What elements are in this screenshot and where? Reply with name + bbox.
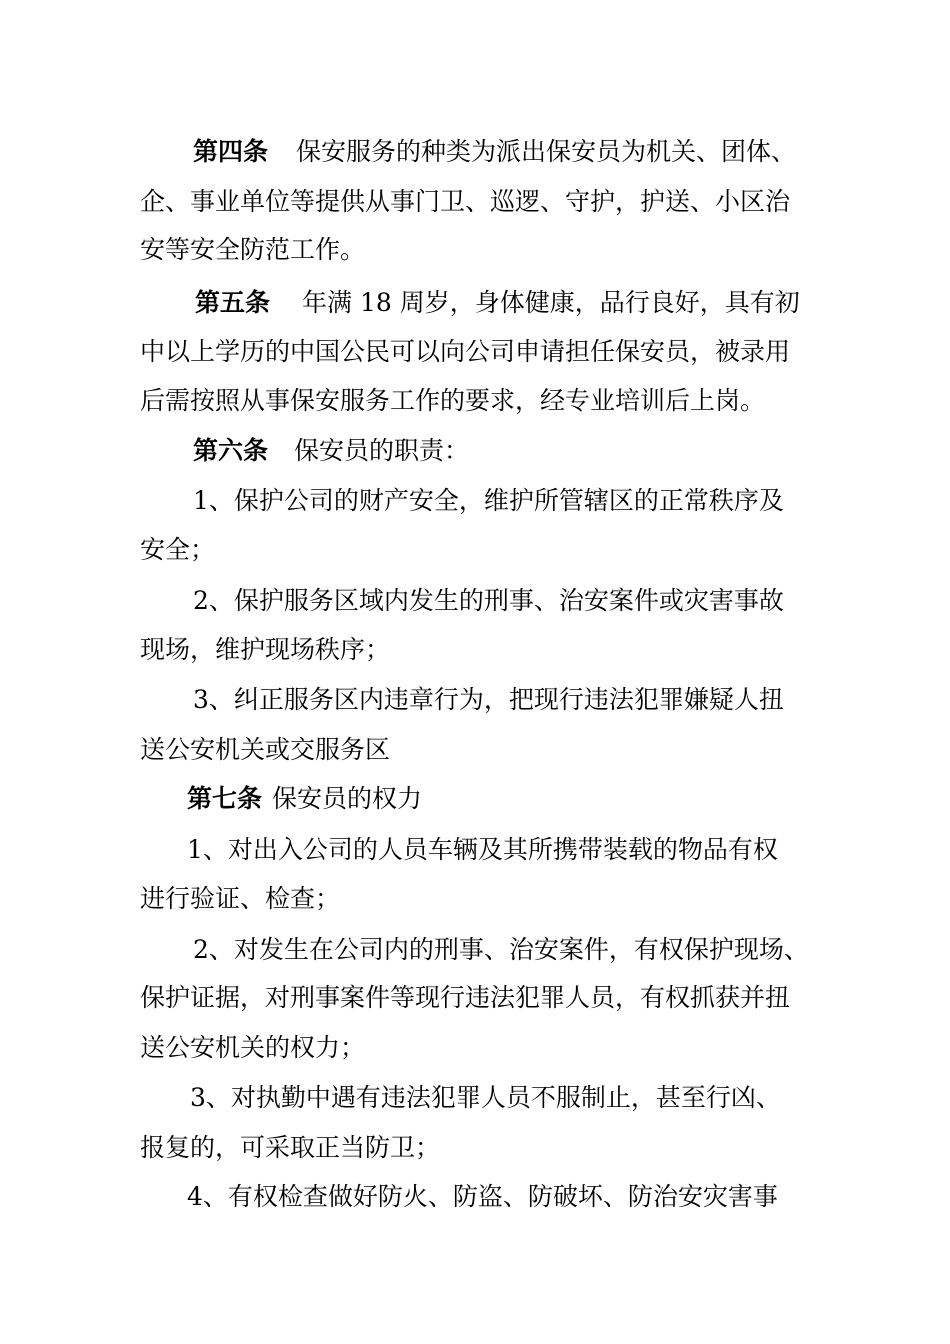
article-4-line-3: 安等安全防范工作。 bbox=[140, 235, 366, 264]
article-7-item-3-line-1: 3、对执勤中遇有违法犯罪人员不服制止，甚至行凶、 bbox=[190, 1083, 781, 1112]
article-4-heading: 第四条 bbox=[193, 137, 269, 166]
article-5-text-1: 年满 18 周岁，身体健康，品行良好，具有初 bbox=[302, 288, 800, 317]
article-6-line-1 bbox=[193, 431, 469, 471]
article-4-line-1 bbox=[193, 132, 796, 172]
article-6-heading: 第六条 bbox=[193, 436, 269, 465]
article-7-item-2-line-3: 送公安机关的权力； bbox=[140, 1033, 366, 1062]
article-6-text-1: 保安员的职责： bbox=[294, 436, 470, 465]
article-5-line-1 bbox=[195, 283, 800, 323]
article-5-heading: 第五条 bbox=[195, 288, 271, 317]
article-6-item-2-line-1: 2、保护服务区域内发生的刑事、治安案件或灾害事故 bbox=[193, 586, 784, 615]
article-7-item-2-line-1: 2、对发生在公司内的刑事、治安案件，有权保护现场、 bbox=[193, 935, 809, 964]
article-7-heading: 第七条 bbox=[187, 784, 263, 813]
article-6-item-1-line-1: 1、保护公司的财产安全，维护所管辖区的正常秩序及 bbox=[193, 486, 784, 515]
article-7-item-1-line-2: 进行验证、检查； bbox=[140, 884, 341, 913]
article-7-item-4-line-1: 4、有权检查做好防火、防盗、防破坏、防治安灾害事 bbox=[187, 1182, 778, 1211]
article-5-line-3: 后需按照从事保安服务工作的要求，经专业培训后上岗。 bbox=[140, 386, 766, 415]
article-4-line-2: 企、事业单位等提供从事门卫、巡逻、守护，护送、小区治 bbox=[140, 187, 791, 216]
article-6-item-2-line-2: 现场，维护现场秩序； bbox=[140, 635, 391, 664]
article-7-item-2-line-2: 保护证据，对刑事案件等现行违法犯罪人员，有权抓获并扭 bbox=[140, 983, 791, 1012]
article-6-item-3-line-2: 送公安机关或交服务区 bbox=[140, 735, 391, 764]
article-7-line-1 bbox=[187, 779, 422, 819]
article-5-line-2: 中以上学历的中国公民可以向公司申请担任保安员，被录用 bbox=[140, 337, 791, 366]
article-7-text-1: 保安员的权力 bbox=[272, 784, 423, 813]
article-6-item-3-line-1: 3、纠正服务区内违章行为，把现行违法犯罪嫌疑人扭 bbox=[193, 685, 784, 714]
article-7-item-3-line-2: 报复的，可采取正当防卫； bbox=[140, 1133, 441, 1162]
article-4-text-1: 保安服务的种类为派出保安员为机关、团体、 bbox=[296, 137, 797, 166]
article-7-item-1-line-1: 1、对出入公司的人员车辆及其所携带装载的物品有权 bbox=[187, 835, 778, 864]
article-6-item-1-line-2: 安全； bbox=[140, 535, 216, 564]
